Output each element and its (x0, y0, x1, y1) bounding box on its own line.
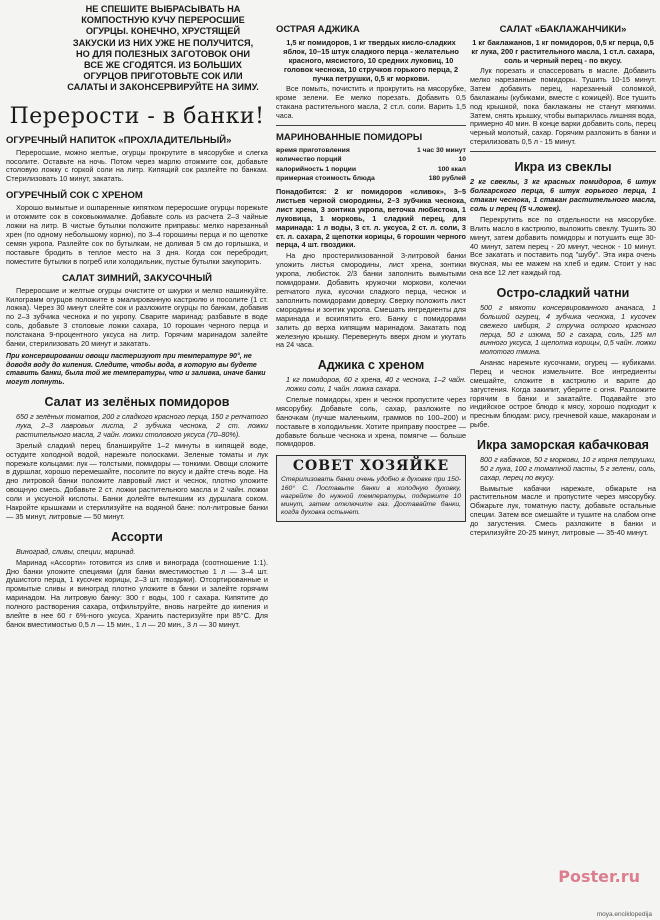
stat-row (276, 165, 466, 175)
divider (470, 151, 656, 152)
assorti-text: Маринад «Ассорти» готовится из слив и винограда (соотношение 1:1). Дно банки уложите специями (для банки вместимостью 1 л — 3–4 шт. душистого перца, 1 кусочек корицы, 2–3 шт. гвоздики). Отсортированные и промытые сливы и виноград плотно уложите в банки и залейте горячим маринадом. На литровую банку: 300 г воды, 100 г сахара. Кипятите до полного растворения сахара, отфильтруйте, вновь нагрейте до кипения и влейте в нее 60 г 6%-ного уксуса. Хранить пастеризуйте при 85°C. Для банок вместимостью 0,5 л — 15 мин., 1 л — 20 мин., 3 л — 30 минут. (6, 557, 268, 629)
stat-row (276, 174, 466, 184)
marinated-tomatoes-text: На дно простерилизованной 3-литровой банки уложить листья смородины, лист хрена, зонтики укропа, любисток. 2/3 банки заполнить вымытыми помидорами. Добавить кружочки моркови, колечки репчатого лука, кусочки сладкого перца, чеснок и заполнить помидорами доверху. Сверху положить лист смородины и зонтик укропа. Смешать ингредиенты для маринада и вскипятить его. Банку с помидорами залить до верха кипящим маринадом. Закатать под железную крышку. Перевернуть вверх дном и укутать на 24 часа. (276, 251, 466, 350)
stat-value: 180 рублей (428, 175, 466, 183)
stat-value: 100 ккал (437, 165, 466, 173)
eggplant-salad-text: Лук порезать и спассеровать в масле. Добавить мелко нарезанные помидоры. Тушить 10-15 минут. Затем добавить перец, нарезанный соломкой, баклажаны (кубиками, вместе с кожицей). Все тушить под крышкой, пока баклажаны не станут мягкими. Затем, снять крышку, чтобы выпарилась лишняя вода, примерно 40 мин. В конце варки добавить соль, перец черный молотый, сахар. Горячим разложить в банки и стерилизовать 0,5 л - 15 минут. (470, 66, 656, 147)
adjika-horseradish-ingredients: 1 кг помидоров, 60 г хрена, 40 г чеснока, 1–2 чайн. ложки соли, 1 чайн. ложка сахара. (286, 375, 466, 394)
spicy-adjika-text: Все помыть, почистить и прокрутить на мясорубке, кроме зелени. Ее мелко порезать. Добавить 0,5 стакана растительного масла, 2 ст.л. соли. Варить 1,5 часа. (276, 84, 466, 120)
green-salad-text: Зрелый сладкий перец бланшируйте 1–2 минуты в кипящей воде, остудите холодной водой, нарежьте полосками. Зеленые томаты и лук порежьте кольцами: лук — толстыми, помидоры — тонкими. Овощи сложите в дуршлаг, хорошо перемешайте, посолите по вкусу и дайте стечь воде. На дно литровой банки положите лавровый лист и чеснок, плотно уложите овощную смесь. Добавьте 2 ст. ложки растительного масла и 2 чайн. ложки соли и уксусной кислоты. Банки долейте вытекшим из дуршлага соком. Накройте крышками и стерилизуйте на водяной бане: пол-литровые банки — 35 минут, литровые — 50 минут. (6, 440, 268, 521)
adjika-horseradish-text: Спелые помидоры, хрен и чеснок пропустите через мясорубку. Добавьте соль, сахар, разложите по баночкам (лучше маленьким, граммов по 100–200) и поставьте в холодильник. Хотите приправу поострее — добавьте больше чеснока и хрена, помягче — больше помидоров. (276, 394, 466, 449)
marinated-tomatoes-ingredients: Понадобится: 2 кг помидоров «сливок», 3–5 листьев черной смородины, 2–3 зубчика чеснока, лист хрена, 3 зонтика укропа, веточка любистока, 1 луковица, 1 морковь, 1 сладкий перец, для маринада: 1 л воды, 3 ст. л. уксуса, 2 ст. л. соли, 3 ст. л. сахара, 2 щепотки корицы, 6 горошин черного перца, 4 шт. гвоздики. (276, 187, 466, 250)
marinated-tomatoes-title: МАРИНОВАННЫЕ ПОМИДОРЫ (276, 131, 423, 143)
eggplant-salad-ingredients: 1 кг баклажанов, 1 кг помидоров, 0,5 кг перца, 0,5 кг лука, 200 г растительного масла, 1 ст.л. сахара, соль и черный перец - по вкусу. (471, 38, 655, 65)
stat-value: 1 час 30 минут (416, 146, 466, 154)
stat-row (276, 155, 466, 165)
beet-caviar-text: Перекрутить все по отдельности на мясорубке. Влить масло в кастрюлю, выложить свеклу. Тушить 30 минут, затем добавить помидоры и потушить еще 30-40 минут, затем перец - 20 минут, чеснок - 10 минут. Все закатать и поставить под "шубу". Эта икра очень вкусная, мы ее мажем на хлеб и едим. Стоит у нас она все 12 лет каждый год. (470, 214, 656, 278)
zucchini-caviar-text: Вымытые кабачки нарежьте, обжарьте на растительном масле и пропустите через мясорубку. Обжарьте лук, томатную пасту, добавьте остальные специи. Затем все смешайте и тушите на слабом огне до загустения. Смесь разложите в банки и стерилизуйте 20-25 минут, литровые — 35-40 минут. (470, 483, 656, 538)
winter-title: САЛАТ ЗИМНИЙ, ЗАКУСОЧНЫЙ (61, 272, 213, 284)
beet-caviar-ingredients: 2 кг свеклы, 3 кг красных помидоров, 6 штук болгарского перца, 6 штук горького перца, 1 стакан чеснока, 1 стакан растительного масла, соль и перец (5 ч.ложек). (470, 177, 656, 213)
watermark-text: moya.enciklopedija (596, 911, 652, 918)
intro-text: НЕ СПЕШИТЕ ВЫБРАСЫВАТЬ НА КОМПОСТНУЮ КУЧУ ПЕРЕРОСШИЕ ОГУРЦЫ. КОНЕЧНО, ХРУСТЯЩЕЙ ЗАКУСКИ ИЗ НИХ УЖЕ НЕ ПОЛУЧИТСЯ, НО ДЛЯ ПОЛЕЗНЫХ ЗАГОТОВОК ОНИ ВСЕ ЖЕ СГОДЯТСЯ. ИЗ БОЛЬШИХ ОГУРЦОВ ПРИГОТОВЬТЕ СОК ИЛИ САЛАТЫ И ЗАКОНСЕРВИРУЙТЕ НА ЗИМУ. (67, 4, 259, 93)
green-salad-ingredients: 650 г зелёных томатов, 200 г сладкого красного перца, 150 г репчатого лука, 2–3 лавровых листа, 2 зубчика чеснока, 2 ст. ложки растительного масла, 2 чайн. ложки столового уксуса (70–80%). (16, 412, 268, 439)
column-right (470, 0, 656, 540)
chutney-ingredients: 500 г мякоти консервированного ананаса, 1 большой огурец, 4 зубчика чеснока, 1 кусочек свежего имбиря, 2 стручка острого красного перца, 50 г изюма, 50 г сахара, соль, 125 мл винного уксуса, 1 щепотка корицы, 0,5 чайн. ложки молотого тмина. (480, 303, 656, 357)
column-middle (276, 0, 466, 522)
stat-label: калорийность 1 порции (276, 165, 357, 173)
chutney-title: Остро-сладкий чатни (496, 286, 630, 301)
zucchini-caviar-ingredients: 800 г кабачков, 50 г моркови, 10 г корня петрушки, 50 г лука, 100 г томатной пасты, 5 г зелени, соль, сахар, перец по вкусу. (480, 455, 656, 482)
stat-label: примерная стоимость блюда (276, 175, 375, 183)
recipe-stats (276, 146, 466, 184)
stat-value: 10 (458, 156, 466, 164)
juice-text: Хорошо вымытые и ошпаренные кипятком переросшие огурцы порежьте и отожмите сок в соковыжималке. Добавьте соль из расчета 2–3 чайные ложки на литр. В чистые бутылки положите приправы: мелко нарезанный хрен (по одному небольшому корню), по 3–4 горошины перца и по щепотке семян укропа. Разлейте сок по бутылкам, не доливая 5 см до горлышка, и поставьте бродить в теплое место на 3 дня. Когда сок перебродит, поместите бутылки в погреб или холодильник, пустые бутылки закупорить. (6, 203, 268, 266)
spicy-adjika-title: ОСТРАЯ АДЖИКА (276, 24, 360, 35)
sterilization-note: При консервировании овощи пастеризуют при температуре 90°, не доводя воду до кипения. Следите, чтобы вода, в которую вы будете ставить банки, была той же температуры, что и заливка, иначе банки могут лопнуть. (6, 352, 266, 386)
winter-text: Переросшие и желтые огурцы очистите от шкурки и мелко нашинкуйте. Килограмм огурцов положите в эмалированную кастрюлю и посолите (1 ст. ложка). Через 30 минут слейте сок и разложите огурцы по банкам, добавив по 2–3 зубчика чеснока и по укропу. Сварите маринад: разбавьте в воде соль, добавьте 3 столовые ложки сахара, 10 горошин черного перца и полстакана 9-процентного уксуса на литр. Горячим маринадом залейте банки, стерилизовать 20 минут и закатать. (6, 285, 268, 349)
advice-title: СОВЕТ ХОЗЯЙКЕ (292, 458, 450, 475)
chutney-text: Ананас нарежьте кусочками, огурец — кубиками. Перец и чеснок измельчите. Все ингредиенты смешайте, сложите в кастрюлю и варите до загустения. Когда закипит, уберите с огня. Разложите горячим в банки и закатайте. Подавайте это индийское острое блюдо к мясу, хорошо подходит к пресным блюдам: рису, гречневой каше, макаронам и рыбе. (470, 357, 656, 430)
spicy-adjika-ingredients: 1,5 кг помидоров, 1 кг твердых кисло-сладких яблок, 10–15 штук сладкого перца - желательно красного, мясистого, 10 средних луковиц, 10 головок чеснока, 10 стручков горького перца, 2 пучка петрушки, 0,5 кг моркови. (283, 38, 459, 83)
advice-text: Стерилизовать банки очень удобно в духовке при 150-160° С. Поставьте банки в холодную духовку, нагрейте до нужной температуры, подержите 10 минут, затем отключите газ. Доставайте банки, когда духовка остынет. (281, 476, 461, 517)
juice-title: ОГУРЕЧНЫЙ СОК С ХРЕНОМ (6, 190, 143, 202)
beet-caviar-title: Икра из свеклы (514, 160, 612, 175)
assorti-title: Ассорти (111, 529, 163, 544)
stat-label: время приготовления (276, 146, 350, 154)
column-left (6, 0, 268, 632)
main-title: Перерости - в банки! (9, 103, 265, 129)
stat-label: количество порций (276, 156, 342, 164)
stat-row (276, 146, 466, 156)
watermark-logo: Рoster.ru (558, 867, 640, 886)
green-salad-title: Салат из зелёных помидоров (44, 395, 230, 410)
assorti-ingredients: Виноград, сливы, специи, маринад. (16, 546, 136, 556)
advice-box (276, 455, 466, 522)
eggplant-salad-title: САЛАТ «БАКЛАЖАНЧИКИ» (499, 24, 627, 35)
drink-title: ОГУРЕЧНЫЙ НАПИТОК «ПРОХЛАДИТЕЛЬНЫЙ» (6, 134, 232, 146)
zucchini-caviar-title: Икра заморская кабачковая (477, 438, 649, 453)
divider (276, 125, 466, 126)
adjika-horseradish-title: Аджика с хреном (317, 358, 425, 373)
drink-text: Переросшие, можно желтые, огурцы прокрутите в мясорубке и слегка посолите. Оставьте на ночь. Потом через марлю отожмите сок, добавьте столовую ложку с горкой соли на литр. Кипящий сок разлейте по банкам. Стерилизовать 10 минут, закатать. (6, 147, 268, 184)
